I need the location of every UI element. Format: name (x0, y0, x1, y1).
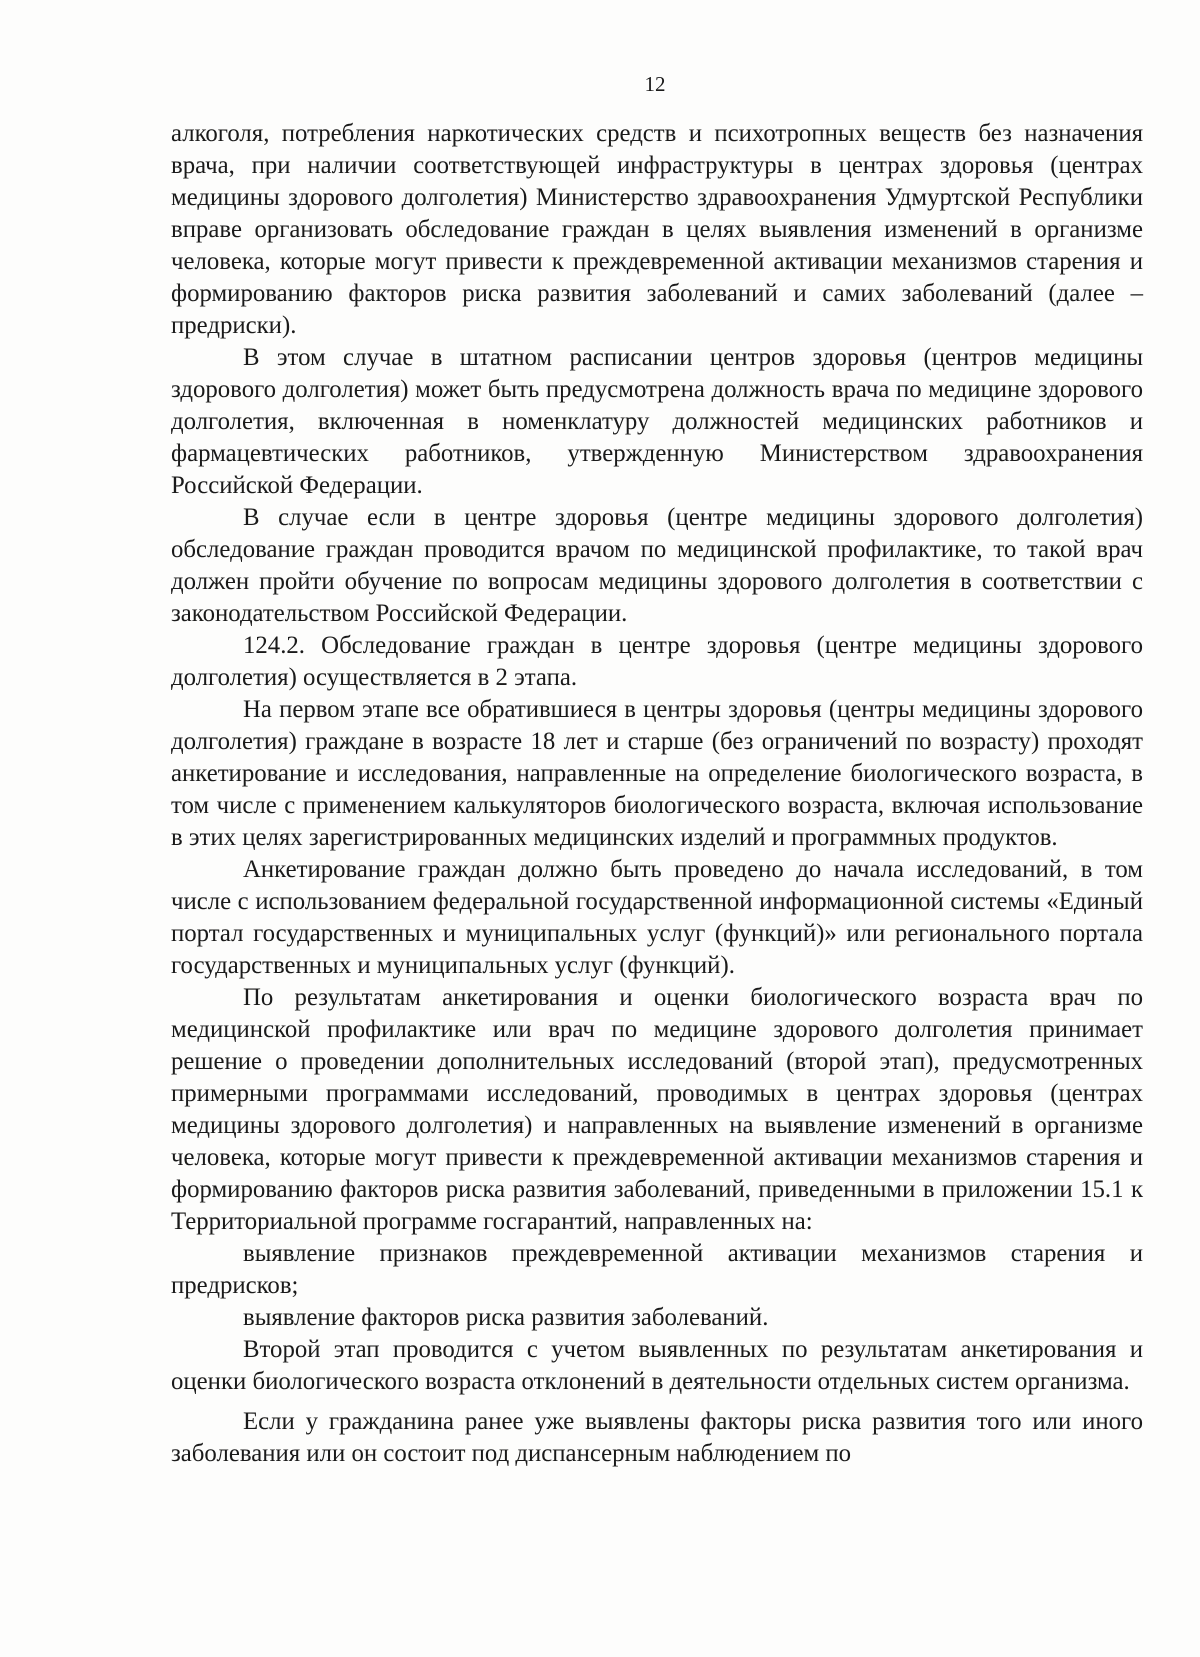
paragraph: По результатам анкетирования и оценки биологического возраста врач по медицинской профилактике или врач по медицине здорового долголетия принимает решение о проведении дополнительных исследований (второй этап), предусмотренных примерными программами исследований, проводимых в центрах здоровья (центрах медицины здорового долголетия) и направленных на выявление изменений в организме человека, которые могут привести к преждевременной активации механизмов старения и формированию факторов риска развития заболеваний, приведенными в приложении 15.1 к Территориальной программе госгарантий, направленных на: (171, 984, 1143, 1235)
paragraph: Анкетирование граждан должно быть проведено до начала исследований, в том числе с использованием федеральной государственной информационной системы «Единый портал государственных и муниципальных услуг (функций)» или регионального портала государственных и муниципальных услуг (функций). (171, 856, 1143, 979)
paragraph: 124.2. Обследование граждан в центре здоровья (центре медицины здорового долголетия) осуществляется в 2 этапа. (171, 632, 1143, 691)
paragraph: Если у гражданина ранее уже выявлены факторы риска развития того или иного заболевания или он состоит под диспансерным наблюдением по (171, 1408, 1143, 1467)
paragraph: В случае если в центре здоровья (центре медицины здорового долголетия) обследование граждан проводится врачом по медицинской профилактике, то такой врач должен пройти обучение по вопросам медицины здорового долголетия в соответствии с законодательством Российской Федерации. (171, 504, 1143, 627)
paragraph: алкоголя, потребления наркотических средств и психотропных веществ без назначения врача, при наличии соответствующей инфраструктуры в центрах здоровья (центрах медицины здорового долголетия) Министерство здравоохранения Удмуртской Республики вправе организовать обследование граждан в целях выявления изменений в организме человека, которые могут привести к преждевременной активации механизмов старения и формированию факторов риска развития заболеваний и самих заболеваний (далее – предриски). (171, 120, 1143, 339)
document-body (171, 118, 1143, 1470)
paragraph: выявление признаков преждевременной активации механизмов старения и предрисков; (171, 1240, 1143, 1299)
paragraph: На первом этапе все обратившиеся в центры здоровья (центры медицины здорового долголетия) граждане в возрасте 18 лет и старше (без ограничений по возрасту) проходят анкетирование и исследования, направленные на определение биологического возраста, в том числе с применением калькуляторов биологического возраста, включая использование в этих целях зарегистрированных медицинских изделий и программных продуктов. (171, 696, 1143, 851)
page-number: 12 (644, 72, 666, 96)
paragraph: Второй этап проводится с учетом выявленных по результатам анкетирования и оценки биологического возраста отклонений в деятельности отдельных систем организма. (171, 1336, 1143, 1395)
paragraph: выявление факторов риска развития заболеваний. (243, 1304, 769, 1331)
paragraph: В этом случае в штатном расписании центров здоровья (центров медицины здорового долголетия) может быть предусмотрена должность врача по медицине здорового долголетия, включенная в номенклатуру должностей медицинских работников и фармацевтических работников, утвержденную Министерством здравоохранения Российской Федерации. (171, 344, 1143, 499)
